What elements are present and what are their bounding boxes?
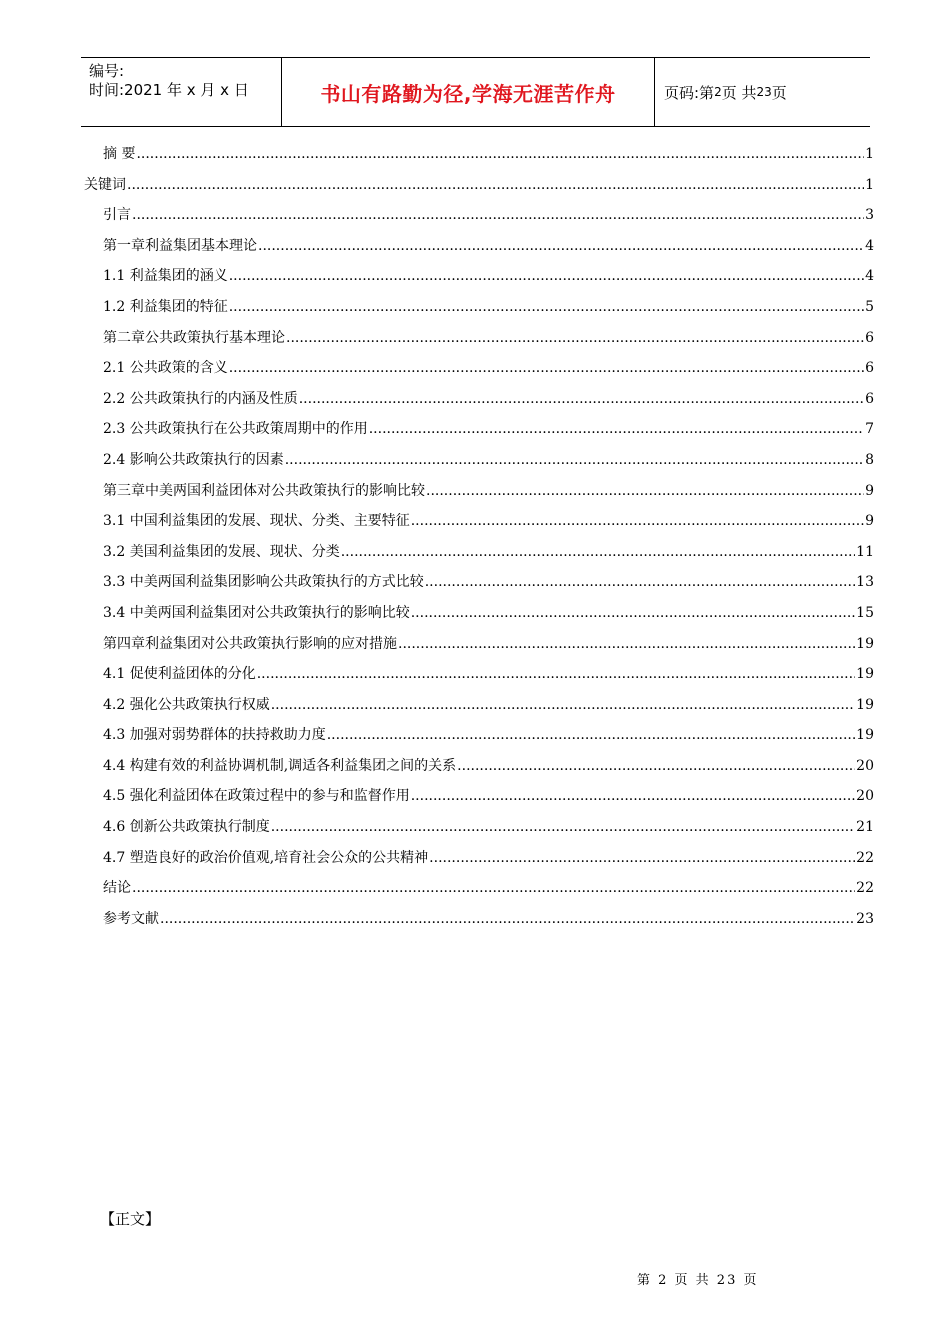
toc-entry[interactable] bbox=[84, 143, 874, 174]
toc-dot-leader bbox=[341, 544, 855, 560]
toc-entry-title: 3.4 中美两国利益集团对公共政策执行的影响比较 bbox=[103, 604, 410, 621]
toc-entry-page: 11 bbox=[856, 543, 874, 560]
toc-dot-leader bbox=[160, 911, 855, 927]
page-header bbox=[81, 57, 870, 127]
toc-entry-page: 7 bbox=[865, 421, 874, 438]
toc-entry-title: 4.3 加强对弱势群体的扶持救助力度 bbox=[103, 727, 326, 744]
toc-entry-title: 2.2 公共政策执行的内涵及性质 bbox=[103, 390, 298, 407]
toc-dot-leader bbox=[299, 391, 864, 407]
toc-entry-title: 4.7 塑造良好的政治价值观,培育社会公众的公共精神 bbox=[103, 849, 429, 866]
time-label: 时间:2021 年 x 月 x 日 bbox=[89, 81, 249, 99]
page-current: 2 bbox=[714, 85, 722, 99]
toc-entry[interactable] bbox=[84, 724, 874, 755]
toc-dot-leader bbox=[271, 819, 855, 835]
toc-entry-title: 第四章利益集团对公共政策执行影响的应对措施 bbox=[103, 635, 397, 652]
toc-entry-title: 4.5 强化利益团体在政策过程中的参与和监督作用 bbox=[103, 788, 410, 805]
toc-entry[interactable] bbox=[84, 633, 874, 664]
toc-entry[interactable] bbox=[84, 908, 874, 939]
toc-entry[interactable] bbox=[84, 847, 874, 878]
toc-entry[interactable] bbox=[84, 327, 874, 358]
toc-entry-page: 23 bbox=[856, 910, 874, 927]
toc-dot-leader bbox=[229, 268, 864, 284]
toc-entry[interactable] bbox=[84, 388, 874, 419]
toc-dot-leader bbox=[286, 330, 864, 346]
toc-dot-leader bbox=[229, 360, 864, 376]
toc-entry[interactable] bbox=[84, 449, 874, 480]
toc-entry[interactable] bbox=[84, 357, 874, 388]
toc-entry[interactable] bbox=[84, 663, 874, 694]
toc-entry[interactable] bbox=[84, 204, 874, 235]
page-footer: 第 2 页 共 23 页 bbox=[637, 1273, 759, 1288]
toc-entry-page: 22 bbox=[856, 880, 874, 897]
toc-entry-title: 2.1 公共政策的含义 bbox=[103, 360, 228, 377]
toc-entry-page: 5 bbox=[865, 298, 874, 315]
toc-entry[interactable] bbox=[84, 510, 874, 541]
toc-entry-title: 1.2 利益集团的特征 bbox=[103, 298, 228, 315]
toc-entry-page: 15 bbox=[856, 604, 874, 621]
page-prefix: 页码:第 bbox=[664, 83, 715, 102]
toc-entry-title: 关键词 bbox=[84, 176, 126, 193]
toc-entry-page: 3 bbox=[865, 207, 874, 224]
page-mid: 页 共 bbox=[721, 83, 757, 102]
toc-entry-page: 9 bbox=[865, 513, 874, 530]
toc-entry-page: 1 bbox=[865, 146, 874, 162]
table-of-contents bbox=[84, 143, 874, 938]
toc-entry[interactable] bbox=[84, 694, 874, 725]
toc-entry-page: 20 bbox=[856, 757, 874, 774]
toc-dot-leader bbox=[257, 666, 855, 682]
toc-entry-title: 4.1 促使利益团体的分化 bbox=[103, 666, 256, 683]
toc-entry-title: 摘 要 bbox=[103, 146, 136, 162]
toc-entry-page: 20 bbox=[856, 788, 874, 805]
toc-dot-leader bbox=[258, 238, 864, 254]
toc-entry-title: 参考文献 bbox=[103, 910, 159, 927]
toc-dot-leader bbox=[369, 421, 864, 437]
toc-entry-page: 19 bbox=[856, 696, 874, 713]
toc-entry[interactable] bbox=[84, 235, 874, 266]
toc-dot-leader bbox=[411, 513, 864, 529]
header-meta bbox=[81, 58, 281, 126]
toc-entry-title: 4.2 强化公共政策执行权威 bbox=[103, 696, 270, 713]
toc-dot-leader bbox=[271, 697, 855, 713]
toc-entry[interactable] bbox=[84, 755, 874, 786]
toc-entry-page: 21 bbox=[856, 819, 874, 836]
toc-entry-page: 19 bbox=[856, 635, 874, 652]
toc-dot-leader bbox=[411, 788, 855, 804]
toc-entry-title: 2.3 公共政策执行在公共政策周期中的作用 bbox=[103, 421, 368, 438]
toc-entry-page: 6 bbox=[865, 390, 874, 407]
toc-entry-page: 22 bbox=[856, 849, 874, 866]
toc-entry-title: 3.3 中美两国利益集团影响公共政策执行的方式比较 bbox=[103, 574, 424, 591]
toc-entry[interactable] bbox=[84, 265, 874, 296]
toc-entry-title: 1.1 利益集团的涵义 bbox=[103, 268, 228, 285]
toc-dot-leader bbox=[429, 850, 855, 866]
toc-dot-leader bbox=[127, 177, 864, 193]
toc-entry[interactable] bbox=[84, 541, 874, 572]
toc-entry-page: 19 bbox=[856, 666, 874, 683]
toc-dot-leader bbox=[425, 574, 855, 590]
toc-entry[interactable] bbox=[84, 296, 874, 327]
toc-entry[interactable] bbox=[84, 480, 874, 511]
toc-entry[interactable] bbox=[84, 174, 874, 205]
toc-entry-page: 9 bbox=[865, 482, 874, 499]
toc-dot-leader bbox=[285, 452, 864, 468]
toc-entry-title: 3.2 美国利益集团的发展、现状、分类 bbox=[103, 543, 340, 560]
toc-dot-leader bbox=[457, 758, 855, 774]
toc-dot-leader bbox=[327, 727, 855, 743]
toc-entry[interactable] bbox=[84, 571, 874, 602]
page-total: 23 bbox=[756, 85, 772, 99]
toc-entry-page: 6 bbox=[865, 329, 874, 346]
body-label: 【正文】 bbox=[100, 1210, 161, 1228]
toc-dot-leader bbox=[411, 605, 855, 621]
toc-entry-title: 2.4 影响公共政策执行的因素 bbox=[103, 451, 284, 468]
header-page-info bbox=[655, 58, 870, 126]
toc-entry-title: 4.4 构建有效的利益协调机制,调适各利益集团之间的关系 bbox=[103, 757, 457, 774]
toc-entry[interactable] bbox=[84, 877, 874, 908]
toc-dot-leader bbox=[136, 146, 864, 162]
toc-entry-title: 第二章公共政策执行基本理论 bbox=[103, 329, 285, 346]
toc-entry-title: 结论 bbox=[103, 880, 131, 897]
toc-entry-page: 8 bbox=[865, 451, 874, 468]
header-motto: 书山有路勤为径,学海无涯苦作舟 bbox=[281, 58, 655, 126]
toc-entry-title: 第一章利益集团基本理论 bbox=[103, 237, 257, 254]
toc-entry-title: 3.1 中国利益集团的发展、现状、分类、主要特征 bbox=[103, 513, 410, 530]
toc-entry-page: 13 bbox=[856, 574, 874, 591]
toc-entry[interactable] bbox=[84, 418, 874, 449]
toc-entry-page: 4 bbox=[865, 268, 874, 285]
toc-entry-page: 6 bbox=[865, 360, 874, 377]
toc-entry[interactable] bbox=[84, 785, 874, 816]
toc-entry-page: 4 bbox=[865, 237, 874, 254]
toc-entry-page: 19 bbox=[856, 727, 874, 744]
number-label: 编号: bbox=[89, 62, 125, 80]
toc-dot-leader bbox=[132, 207, 864, 223]
toc-entry-title: 引言 bbox=[103, 207, 131, 224]
toc-dot-leader bbox=[398, 636, 855, 652]
toc-dot-leader bbox=[426, 483, 864, 499]
toc-entry-title: 第三章中美两国利益团体对公共政策执行的影响比较 bbox=[103, 482, 425, 499]
toc-dot-leader bbox=[132, 880, 855, 896]
toc-entry[interactable] bbox=[84, 602, 874, 633]
toc-entry-title: 4.6 创新公共政策执行制度 bbox=[103, 819, 270, 836]
toc-entry[interactable] bbox=[84, 816, 874, 847]
toc-dot-leader bbox=[229, 299, 864, 315]
page-suffix: 页 bbox=[771, 83, 787, 102]
toc-entry-page: 1 bbox=[865, 176, 874, 193]
